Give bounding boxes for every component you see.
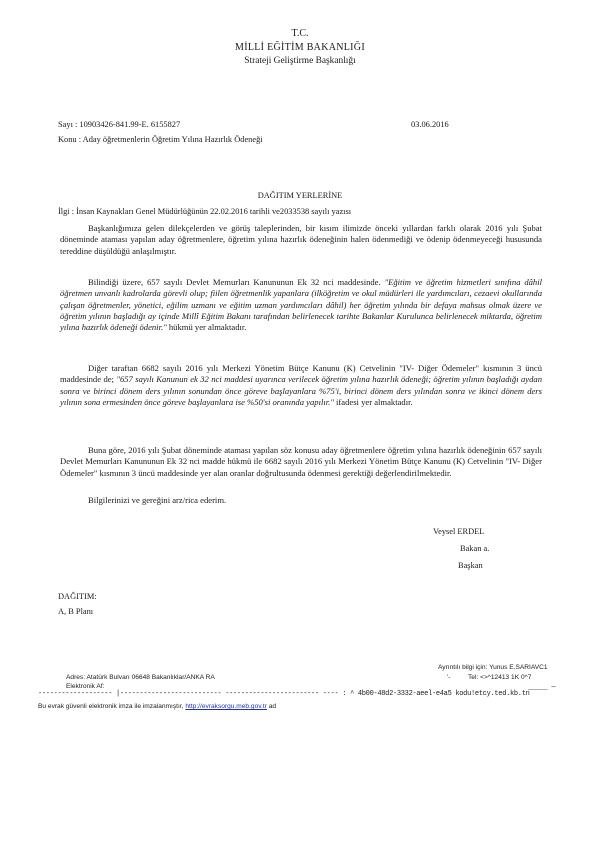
footer-tick: '- bbox=[447, 674, 451, 681]
header-department: Strateji Geliştirme Başkanlığı bbox=[244, 56, 356, 66]
paragraph-3-end: ifadesi yer almaktadır. bbox=[333, 396, 413, 407]
paragraph-4-text: Buna göre, 2016 yılı Şubat döneminde ataması yapılan söz konusu aday öğretmenlere öğretim yılına hazırlık ödeneğinin 657 sayılı Devlet Memurları Kanununun Ek 32 nci madde hükmü ile 6682 sayılı 2016 yılı Merkezi Yönetim Bütçe Kanunu (K) Cetvelinin "IV- Diğer Ödemeler" kısmının 3 üncü maddesinde yer alan oranlar doğrultusunda ödenmesi gerektiği değerlendirilmektedir. bbox=[60, 445, 542, 478]
paragraph-3-quote: "657 sayılı Kanunun ek 32 nci maddesi uyarınca verilecek öğretim yılına hazırlık ödeneği; öğretim yılının başladığı aydan sonra ve birinci dönem ders yılının sonundan önce göreve başlayanlara %75'i, birinci dönem ders yılından sonra ve ikinci dönem ders yılının sona ermesinden önce göreve başlayanlara ise %50'si oranında yapılır." bbox=[60, 374, 543, 407]
verification-code: ^ 4b00-48d2-3332-aeel-e4a5 kodu!etcy.ted.kb.tn bbox=[350, 690, 530, 698]
verification-dashes: ------------------- |-------------------------- ------------------------ ---- : bbox=[38, 690, 351, 698]
verification-suffix: ad bbox=[266, 703, 277, 710]
paragraph-1 bbox=[60, 223, 542, 257]
signature-title-1: Bakan a. bbox=[460, 544, 490, 553]
paragraph-2-end: hükmü yer almaktadır. bbox=[166, 322, 247, 333]
verification-line bbox=[38, 690, 530, 698]
verification-end-dash: _____ ─ bbox=[528, 684, 556, 692]
header-ministry: MİLLİ EĞİTİM BAKANLIĞI bbox=[235, 42, 365, 53]
verification-link[interactable]: http://evraksorgu.meb.gov.tr bbox=[185, 703, 267, 710]
distribution-label: DAĞITIM: bbox=[58, 592, 97, 601]
paragraph-2 bbox=[60, 277, 542, 333]
footer-tel: Tel: <>^12413 1K 0^7 bbox=[468, 674, 532, 681]
paragraph-1-text: Başkanlığımıza gelen dilekçelerden ve görüş taleplerinden, bir kısım ilimizde önceki yıllardan farklı olarak 2016 yılı Şubat döneminde ataması yapılan aday öğretmenlere, öğretim yılına hazırlık ödeneğinin halen ödenmediği ve ödenip ödenmeyeceği hususunda tereddine düşüldüğü anlaşılmıştır. bbox=[60, 223, 542, 256]
paragraph-2-quote: "Eğitim ve öğretim hizmetleri sınıfına dâhil öğretmen unvanlı kadrolarda görevli olup; fiilen öğretmenlik yapanlara (ilköğretim ve okul müdürleri ile yardımcıları, cezaevi okullarında çalışan öğretmenler, yönetici, eğilim uzmanı ve eğitim uzman yardımcıları dâhil) her öğretim yılında bir defaya mahsus olmak üzere ve öğretim yılının başladığı ay içinde Millî Eğitim Bakanı tarafından belirlenecek tarihte Bakanlar Kurulunca belirlenecek miktarda, öğretim yılına hazırlık ödeneği ödenir." bbox=[60, 277, 542, 333]
paragraph-2-intro: Bilindiği üzere, 657 sayılı Devlet Memurları Kanununun Ek 32 nci maddesinde. bbox=[88, 277, 381, 287]
document-subject: Konu : Aday öğretmenlerin Öğretim Yılına Hazırlık Ödeneği bbox=[58, 135, 263, 144]
paragraph-5 bbox=[60, 495, 542, 506]
document-date: 03.06.2016 bbox=[411, 120, 449, 129]
distribution-value: A, B Planı bbox=[58, 607, 94, 616]
reference-line: İlgi : İnsan Kaynakları Genel Müdürlüğünün 22.02.2016 tarihli ve2033538 sayılı yazısı bbox=[58, 207, 352, 216]
signature-title-2: Başkan bbox=[458, 561, 483, 570]
paragraph-4 bbox=[60, 445, 542, 479]
footer-email: Elektronik Af: bbox=[66, 683, 105, 690]
signature-name: Veysel ERDEL bbox=[433, 527, 485, 536]
header-country: T.C. bbox=[291, 28, 309, 39]
footer-address: Adres: Atatürk Bulvarı 06648 Bakanlıklar/ANKA RA bbox=[66, 674, 215, 681]
paragraph-5-text: Bilgilerinizi ve gereğini arz/rica ederim. bbox=[88, 495, 227, 505]
document-number: Sayı : 10903426-841.99-E. 6155827 bbox=[58, 120, 181, 129]
paragraph-3-intro: Diğer taraftan 6682 sayılı 2016 yılı Merkezi Yönetim Bütçe Kanunu (K) Cetvelinin "IV- Diğer Ödemeler" kısmının 3 üncü maddesinde de; bbox=[60, 363, 542, 385]
verification-note bbox=[38, 702, 276, 711]
distribution-title: DAĞITIM YERLERİNE bbox=[257, 191, 343, 200]
footer-contact: Ayrıntılı bilgi için: Yunus E.SARIAVC1 bbox=[438, 664, 548, 671]
paragraph-3 bbox=[60, 363, 542, 408]
verification-text: Bu evrak güvenli elektronik imza ile imzalanmıştır, bbox=[38, 703, 186, 710]
